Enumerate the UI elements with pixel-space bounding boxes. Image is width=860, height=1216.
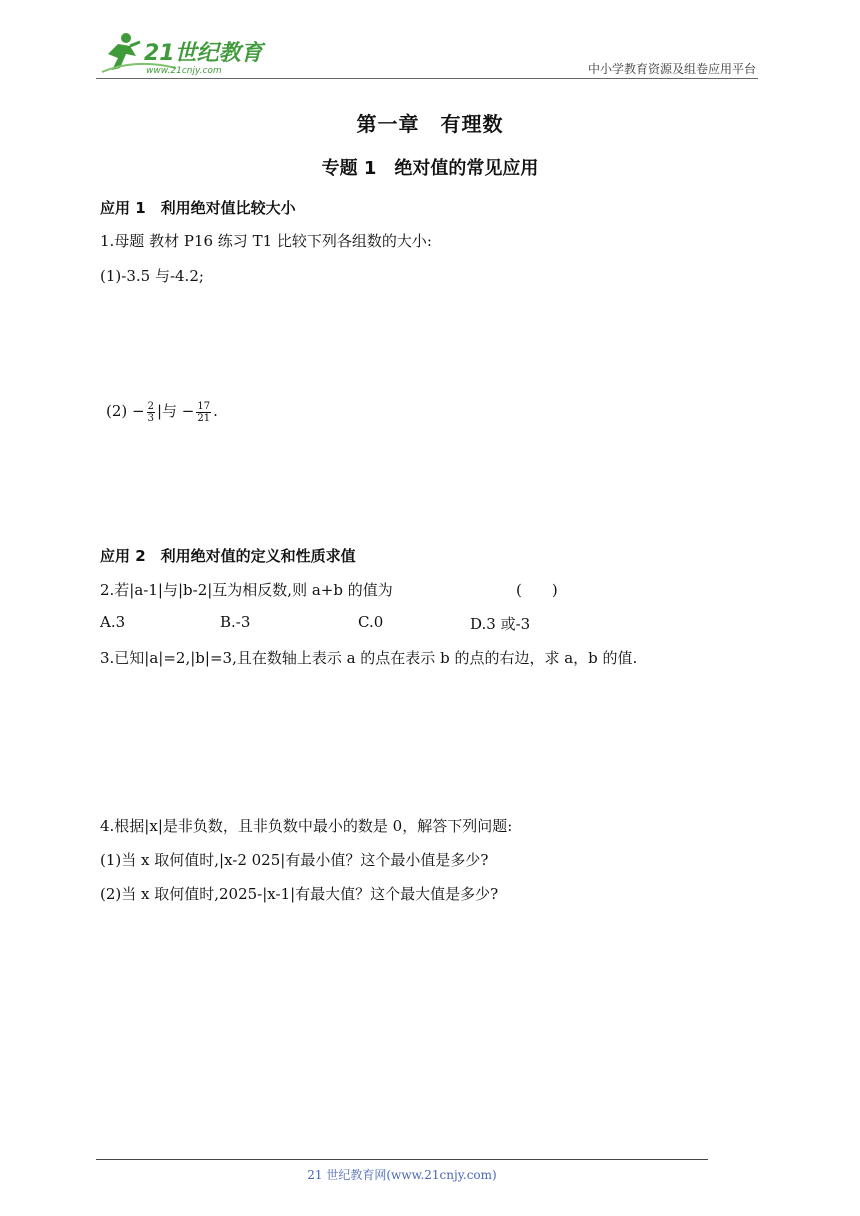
fraction-seventeen-twentyfirsts bbox=[196, 401, 211, 424]
fraction-b-denominator: 21 bbox=[197, 412, 211, 424]
site-name: 中小学教育资源及组卷应用平台 bbox=[587, 62, 756, 76]
logo-text: 21世纪教育 bbox=[144, 41, 263, 66]
fraction-two-thirds bbox=[147, 401, 155, 424]
logo-url: www.21cnjy.com bbox=[146, 66, 222, 76]
option-b: B.-3 bbox=[220, 613, 251, 631]
question-1-stem: 1.母题 教材 P16 练习 T1 比较下列各组数的大小: bbox=[100, 232, 432, 250]
question-1-part-2 bbox=[106, 400, 218, 424]
footer-divider bbox=[96, 1159, 708, 1160]
question-1-part-1: (1)-3.5 与-4.2; bbox=[100, 267, 204, 285]
option-c: C.0 bbox=[358, 613, 384, 631]
question-3-stem: 3.已知|a|=2,|b|=3,且在数轴上表示 a 的点在表示 b 的点的右边，求 a，b 的值. bbox=[100, 649, 638, 667]
fraction-b-numerator: 17 bbox=[197, 400, 211, 412]
topic-title: 专题 1 绝对值的常见应用 bbox=[321, 158, 539, 179]
section-heading-2: 应用 2 利用绝对值的定义和性质求值 bbox=[100, 547, 356, 565]
fraction-a-denominator: 3 bbox=[147, 412, 154, 424]
site-logo bbox=[96, 28, 266, 80]
header-divider bbox=[96, 78, 758, 79]
part-2-middle: |与 − bbox=[156, 402, 195, 420]
question-4-stem: 4.根据|x|是非负数，且非负数中最小的数是 0，解答下列问题: bbox=[100, 817, 513, 835]
part-2-end: . bbox=[213, 402, 218, 420]
part-2-prefix: (2) − bbox=[106, 402, 145, 420]
answer-blank: ( ) bbox=[516, 581, 558, 599]
fraction-a-numerator: 2 bbox=[147, 400, 154, 412]
section-heading-1: 应用 1 利用绝对值比较大小 bbox=[100, 199, 296, 217]
question-4-part-2: (2)当 x 取何值时,2025-|x-1|有最大值？这个最大值是多少? bbox=[100, 885, 499, 903]
page-header bbox=[96, 28, 758, 80]
option-a: A.3 bbox=[100, 613, 126, 631]
chapter-title: 第一章 有理数 bbox=[356, 112, 504, 136]
question-4-part-1: (1)当 x 取何值时,|x-2 025|有最小值？这个最小值是多少? bbox=[100, 851, 489, 869]
option-d: D.3 或-3 bbox=[470, 615, 531, 633]
question-2-stem: 2.若|a-1|与|b-2|互为相反数,则 a+b 的值为 bbox=[100, 581, 393, 599]
footer-text: 21 世纪教育网(www.21cnjy.com) bbox=[307, 1168, 497, 1182]
